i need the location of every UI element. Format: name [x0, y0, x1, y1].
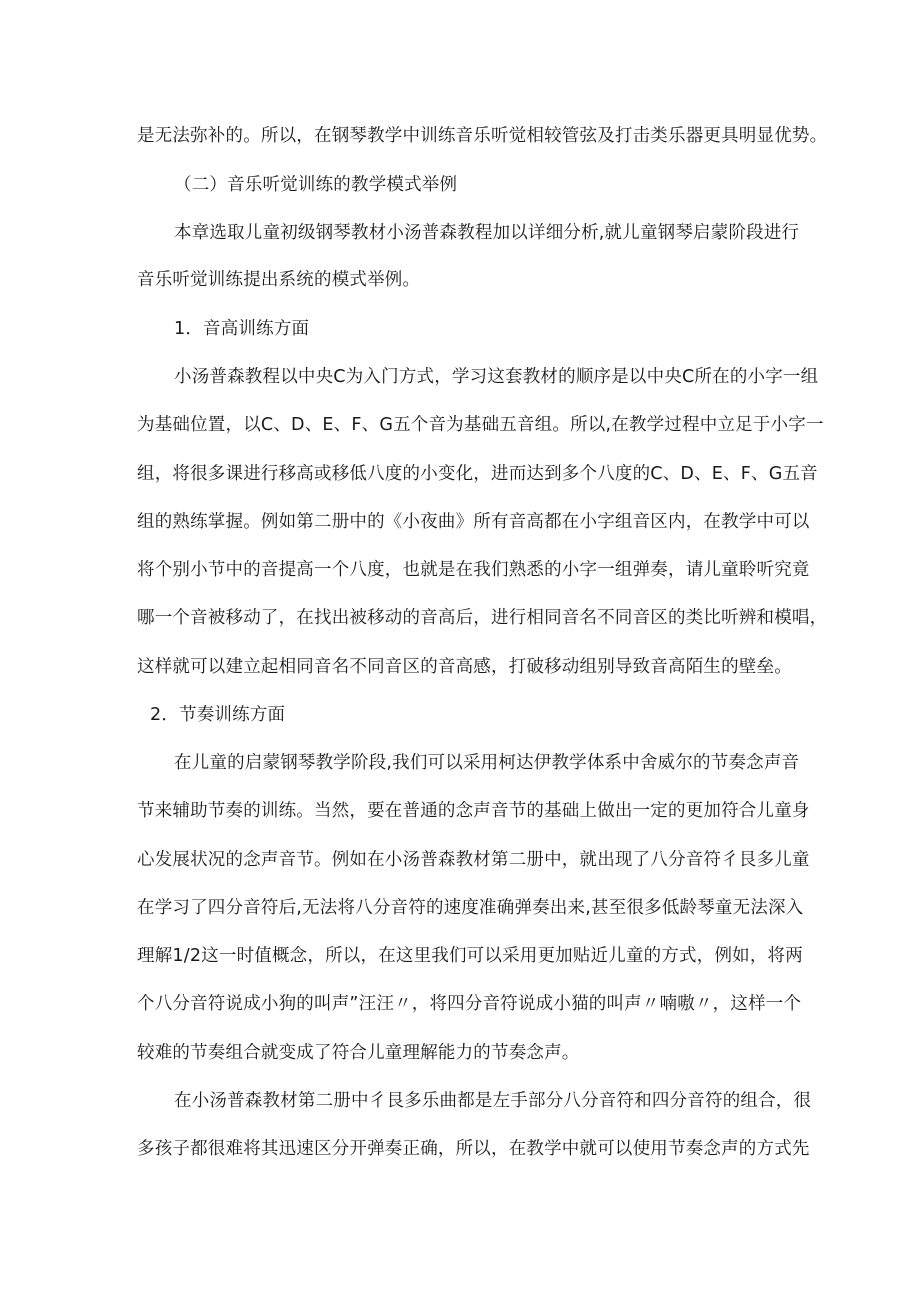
- paragraph-line: 哪一个音被移动了，在找出被移动的音高后，进行相同音名不同音区的类比听辨和模唱，: [137, 608, 828, 628]
- paragraph-line: 音乐听觉训练提出系统的模式举例。: [137, 270, 421, 290]
- paragraph-line: 本章选取儿童初级钢琴教材小汤普森教程加以详细分析,就儿童钢琴启蒙阶段进行: [174, 223, 800, 243]
- paragraph-line: 较难的节奏组合就变成了符合儿童理解能力的节奏念声。: [137, 1043, 580, 1063]
- paragraph-line: 为基础位置，以C、D、E、F、G五个音为基础五音组。所以,在教学过程中立足于小字一: [137, 415, 824, 435]
- paragraph-line: 这样就可以建立起相同音名不同音区的音高感，打破移动组别导致音高陌生的壁垒。: [137, 657, 792, 677]
- paragraph-line: 组的熟练掌握。例如第二册中的《小夜曲》所有音高都在小字组音区内，在教学中可以: [137, 512, 810, 532]
- paragraph-line: 将个别小节中的音提高一个八度，也就是在我们熟悉的小字一组弹奏，请儿童聆听究竟: [137, 560, 810, 580]
- paragraph-line: 节来辅助节奏的训练。当然，要在普通的念声音节的基础上做出一定的更加符合儿童身: [137, 801, 810, 821]
- subsection-heading: 2．节奏训练方面: [150, 705, 286, 725]
- paragraph-line: 小汤普森教程以中央C为入门方式，学习这套教材的顺序是以中央C所在的小字一组: [174, 367, 819, 387]
- paragraph-line: 个八分音符说成小狗的叫声”汪汪〃，将四分音符说成小猫的叫声〃喃嗷〃，这样一个: [137, 994, 802, 1014]
- paragraph-line: 多孩子都很难将其迅速区分开弹奏正确，所以，在教学中就可以使用节奏念声的方式先: [137, 1139, 810, 1159]
- paragraph-line: 在学习了四分音符后,无法将八分音符的速度准确弹奏出来,甚至很多低龄琴童无法深入: [137, 898, 804, 918]
- paragraph-line: 理解1/2这一时值概念，所以，在这里我们可以采用更加贴近儿童的方式，例如，将两: [137, 946, 803, 966]
- subsection-heading: 1．音高训练方面: [174, 319, 310, 339]
- paragraph-line: 心发展状况的念声音节。例如在小汤普森教材第二册中，就出现了八分音符彳艮多儿童: [137, 850, 810, 870]
- paragraph-line: 在小汤普森教材第二册中彳艮多乐曲都是左手部分八分音符和四分音符的组合，很: [174, 1091, 812, 1111]
- paragraph-line: 组，将很多课进行移高或移低八度的小变化，进而达到多个八度的C、D、E、F、G五音: [137, 464, 818, 484]
- paragraph-line: 在儿童的启蒙钢琴教学阶段,我们可以采用柯达伊教学体系中舍威尔的节奏念声音: [174, 753, 800, 773]
- paragraph-line: 是无法弥补的。所以，在钢琴教学中训练音乐听觉相较管弦及打击类乐器更具明显优势。: [137, 126, 828, 146]
- section-heading: （二）音乐听觉训练的教学模式举例: [174, 175, 458, 195]
